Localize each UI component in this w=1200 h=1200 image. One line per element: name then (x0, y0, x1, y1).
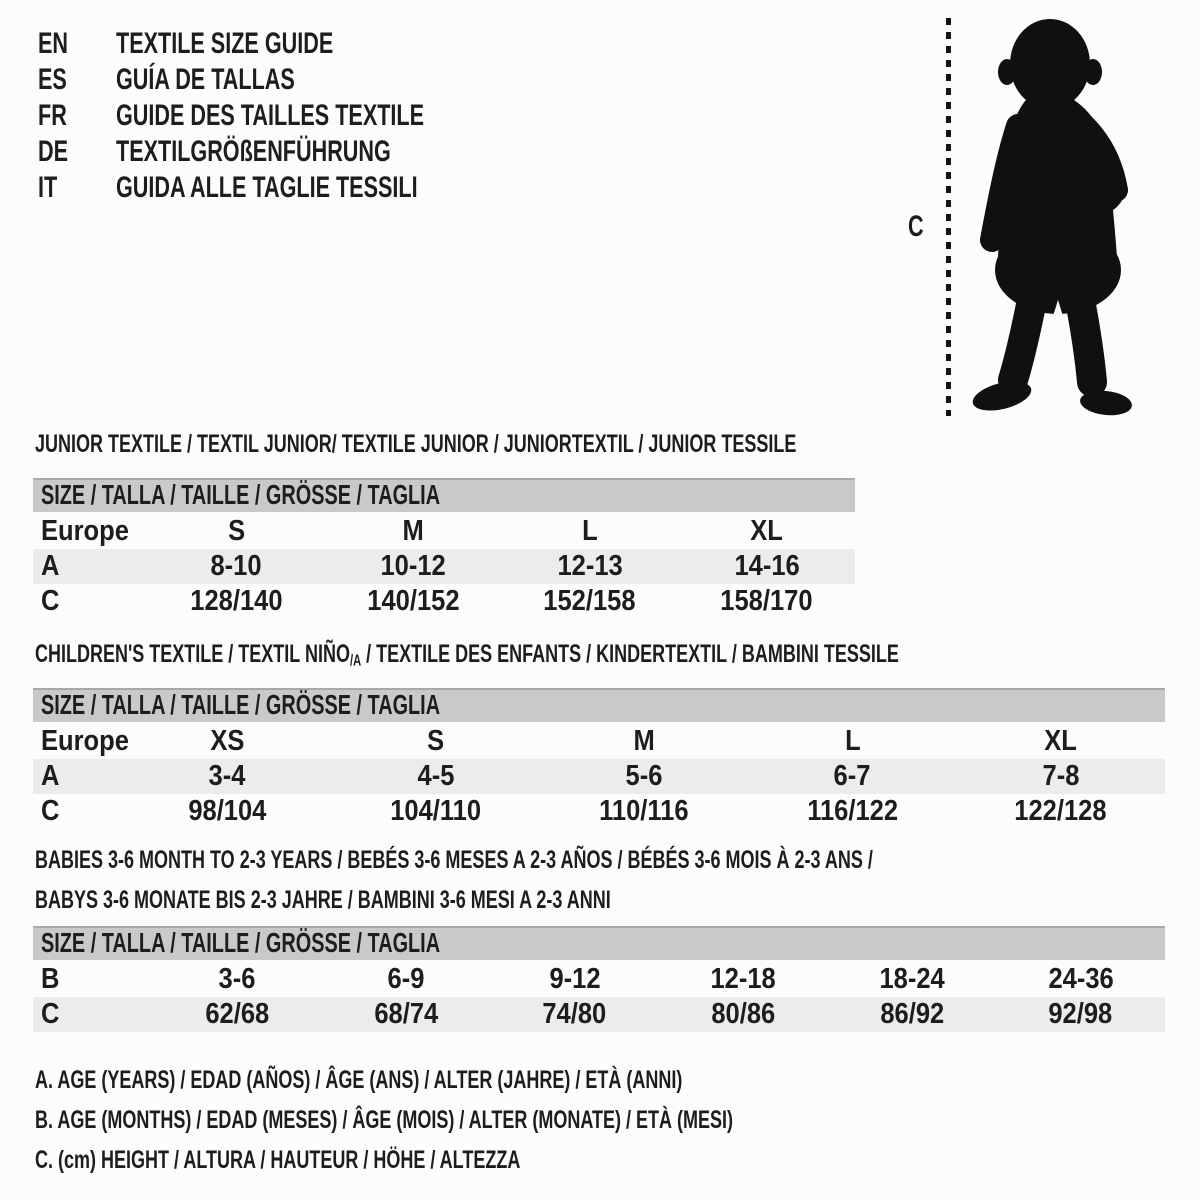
table-row-age: A 3-4 4-5 5-6 6-7 7-8 (33, 759, 1165, 794)
legend-height-cm: C. (cm) HEIGHT / ALTURA / HAUTEUR / HÖHE / ALTEZZA (35, 1145, 521, 1174)
junior-size-table (33, 478, 855, 619)
junior-section-title: JUNIOR TEXTILE / TEXTIL JUNIOR/ TEXTILE JUNIOR / JUNIORTEXTIL / JUNIOR TESSILE (35, 430, 797, 458)
legend-age-years: A. AGE (YEARS) / EDAD (AÑOS) / ÂGE (ANS) / ALTER (JAHRE) / ETÀ (ANNI) (35, 1065, 683, 1094)
table-row-height: C 62/68 68/74 74/80 80/86 86/92 92/98 (33, 997, 1165, 1032)
size-header-row: SIZE / TALLA / TAILLE / GRÖSSE / TAGLIA (33, 688, 1165, 722)
row-label: C (41, 795, 60, 827)
lang-row-fr (38, 98, 544, 134)
lang-title: GUÍA DE TALLAS (116, 63, 295, 96)
children-size-table (33, 688, 1165, 829)
babies-size-table (33, 926, 1165, 1032)
table-row-height: C 98/104 104/110 110/116 116/122 122/128 (41, 795, 1107, 827)
height-measure-line (946, 18, 951, 416)
lang-code: DE (38, 135, 69, 168)
table-row-age: A 8-10 10-12 12-13 14-16 (33, 549, 855, 584)
children-section-title: CHILDREN'S TEXTILE / TEXTIL NIÑO/A / TEXTILE DES ENFANTS / KINDERTEXTIL / BAMBINI TESSILE (35, 640, 899, 670)
size-header-row: SIZE / TALLA / TAILLE / GRÖSSE / TAGLIA (33, 478, 855, 512)
lang-title: TEXTILGRÖßENFÜHRUNG (116, 135, 391, 168)
subscript: /A (349, 652, 362, 670)
row-label: C (41, 585, 60, 617)
lang-title: GUIDA ALLE TAGLIE TESSILI (116, 171, 418, 204)
table-row-sizes: Europe XS S M L XL (41, 725, 1078, 757)
table-row-height: C 128/140 140/152 152/158 158/170 (41, 585, 813, 617)
lang-row-it (38, 170, 544, 206)
size-header-row: SIZE / TALLA / TAILLE / GRÖSSE / TAGLIA (33, 926, 1165, 960)
toddler-silhouette-icon (962, 12, 1140, 422)
language-list (38, 26, 544, 206)
legend (35, 1060, 1004, 1180)
height-figure (900, 0, 1150, 430)
babies-section-title: BABIES 3-6 MONTH TO 2-3 YEARS / BEBÉS 3-6 MESES A 2-3 AÑOS / BÉBÉS 3-6 MOIS À 2-3 ANS / BABYS 3-6 MONATE BIS 2-3 JAHRE / BAMBINI 3-6 MESI A 2-3 ANNI (35, 846, 873, 914)
lang-title: GUIDE DES TAILLES TEXTILE (116, 99, 425, 132)
lang-title: TEXTILE SIZE GUIDE (116, 27, 334, 60)
row-label: C (41, 998, 60, 1030)
table-row-age-months: B 3-6 6-9 9-12 12-18 18-24 24-36 (41, 963, 1114, 995)
table-row-sizes: Europe S M L XL (41, 515, 783, 547)
lang-code: ES (38, 63, 67, 96)
legend-age-months: B. AGE (MONTHS) / EDAD (MESES) / ÂGE (MOIS) / ALTER (MONATE) / ETÀ (MESI) (35, 1105, 733, 1134)
lang-code: IT (38, 171, 58, 204)
row-label: A (41, 550, 60, 582)
lang-row-en (38, 26, 544, 62)
region-label: Europe (41, 725, 129, 757)
lang-row-de (38, 134, 544, 170)
lang-code: FR (38, 99, 67, 132)
region-label: Europe (41, 515, 129, 547)
height-measure-label: C (908, 210, 924, 243)
lang-code: EN (38, 27, 69, 60)
row-label: A (41, 760, 60, 792)
row-label: B (41, 963, 60, 995)
lang-row-es (38, 62, 544, 98)
